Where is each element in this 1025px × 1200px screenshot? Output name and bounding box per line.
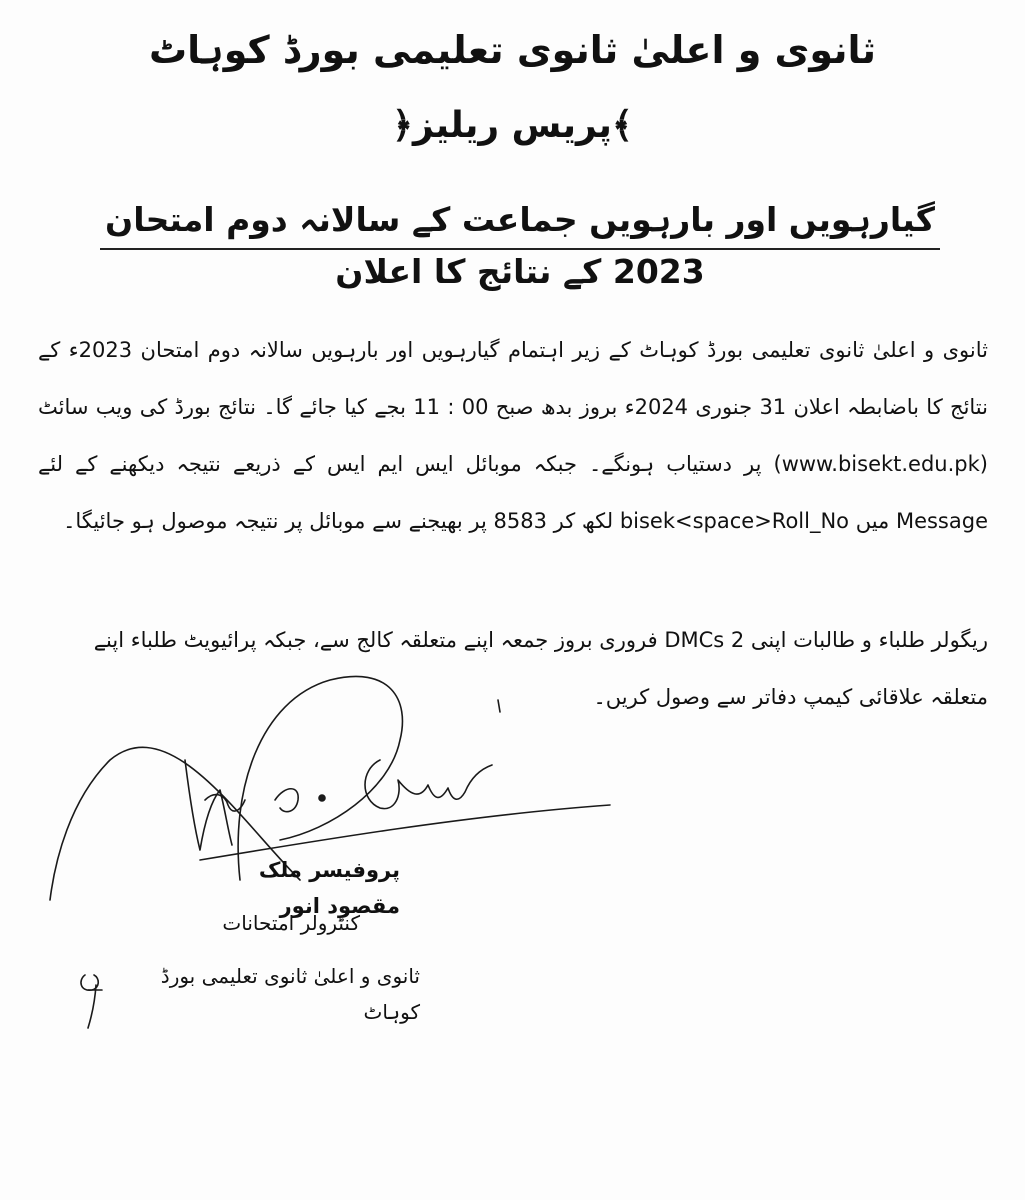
signatory-title: کنٹرولر امتحانات (222, 911, 360, 935)
press-release-title: ﴾پریس ریلیز﴿ (391, 105, 634, 146)
signatory-name: پروفیسر ملک مقصود انور (258, 858, 400, 918)
result-announcement-paragraph: ثانوی و اعلیٰ ثانوی تعلیمی بورڈ کوہاٹ کے زیر اہتمام گیارہویں اور بارہویں سالانہ دوم امتحان 2023ء کے نتائج کا باضابطہ اعلان 31 جنوری 2024ء بروز بدھ صبح 00 : 11 بجے کیا جائے گا۔ نتائج بورڈ کی ویب سائٹ (www.bisekt.edu.pk) پر دستیاب ہونگے۔ جبکہ موبائل ایس ایم ایس کے ذریعے نتیجہ دیکھنے کے لئے Message میں bisek<space>Roll_No لکھ کر 8583 پر بھیجنے سے موبائل پر نتیجہ موصول ہو جائیگا۔ (38, 338, 988, 533)
result-announcement-heading: گیارہویں اور بارہویں جماعت کے سالانہ دوم امتحان 2023 کے نتائج کا اعلان (105, 200, 935, 291)
dmc-collection-paragraph: ریگولر طلباء و طالبات اپنی DMCs 2 فروری بروز جمعہ اپنے متعلقہ کالج سے، جبکہ پرائیویٹ طلباء اپنے متعلقہ علاقائی کیمپ دفاتر سے وصول کریں۔ (93, 628, 988, 709)
board-name-heading: ثانوی و اعلیٰ ثانوی تعلیمی بورڈ کوہاٹ (148, 28, 877, 72)
signatory-board: ثانوی و اعلیٰ ثانوی تعلیمی بورڈ کوہاٹ (160, 964, 420, 1024)
